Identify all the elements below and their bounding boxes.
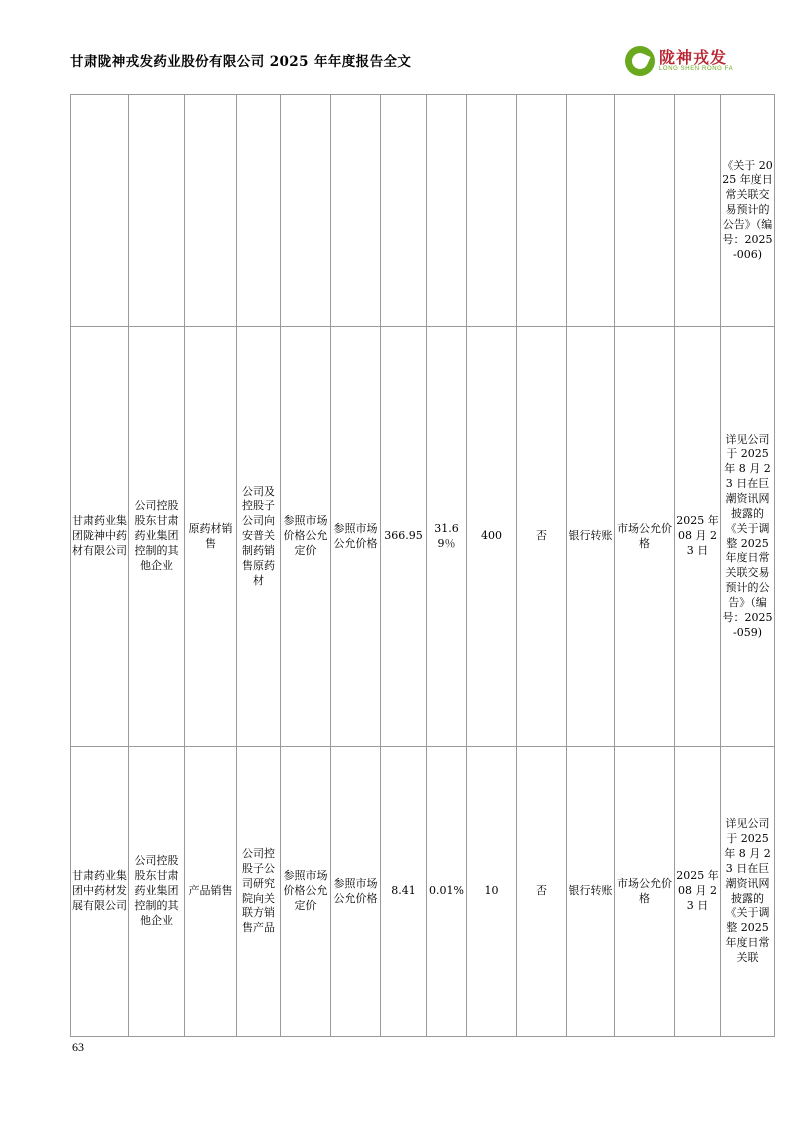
cell-ratio <box>427 95 467 327</box>
report-title: 甘肃陇神戎发药业股份有限公司 2025 年年度报告全文 <box>70 54 412 70</box>
cell-disclosure-index: 《关于 2025 年度日常关联交易预计的公告》（编号：2025-006) <box>721 95 775 327</box>
cell-type <box>185 95 237 327</box>
cell-amount: 366.95 <box>381 327 427 747</box>
cell-date <box>675 95 721 327</box>
cell-disclosure-index: 详见公司于 2025 年 8 月 23 日在巨潮资讯网披露的《关于调整 2025 年度日常关联交易预计的公告》（编号：2025-059) <box>721 327 775 747</box>
table-row <box>71 95 775 327</box>
cell-party: 甘肃药业集团中药材发展有限公司 <box>71 747 129 1037</box>
cell-party <box>71 95 129 327</box>
cell-market-price: 市场公允价格 <box>615 327 675 747</box>
cell-limit <box>467 95 517 327</box>
table-row <box>71 747 775 1037</box>
cell-amount <box>381 95 427 327</box>
related-party-transactions-table <box>70 94 775 1037</box>
company-logo <box>623 42 745 82</box>
cell-content: 公司及控股子公司向安普关制药销售原药材 <box>237 327 281 747</box>
cell-pricing-principle: 参照市场价格公允定价 <box>281 327 331 747</box>
leaf-icon <box>625 46 655 76</box>
cell-date: 2025 年 08 月 23 日 <box>675 747 721 1037</box>
cell-ratio: 31.69％ <box>427 327 467 747</box>
cell-exceed <box>517 95 567 327</box>
cell-type: 原药材销售 <box>185 327 237 747</box>
page-header <box>0 42 793 88</box>
cell-market-price: 市场公允价格 <box>615 747 675 1037</box>
cell-relation: 公司控股股东甘肃药业集团控制的其他企业 <box>129 327 185 747</box>
cell-relation <box>129 95 185 327</box>
table-row <box>71 327 775 747</box>
cell-exceed: 否 <box>517 327 567 747</box>
cell-disclosure-index: 详见公司于 2025 年 8 月 23 日在巨潮资讯网披露的《关于调整 2025 年度日常关联 <box>721 747 775 1037</box>
logo-chinese-name: 陇神戎发 <box>659 48 728 67</box>
cell-amount: 8.41 <box>381 747 427 1037</box>
cell-pricing-principle: 参照市场价格公允定价 <box>281 747 331 1037</box>
cell-type: 产品销售 <box>185 747 237 1037</box>
logo-pinyin: LONG SHEN RONG FA <box>659 66 734 72</box>
cell-relation: 公司控股股东甘肃药业集团控制的其他企业 <box>129 747 185 1037</box>
cell-settlement <box>567 95 615 327</box>
cell-price: 参照市场公允价格 <box>331 747 381 1037</box>
cell-limit: 10 <box>467 747 517 1037</box>
cell-date: 2025 年 08 月 23 日 <box>675 327 721 747</box>
cell-price: 参照市场公允价格 <box>331 327 381 747</box>
cell-content <box>237 95 281 327</box>
page-number: 63 <box>72 1040 84 1054</box>
cell-ratio: 0.01% <box>427 747 467 1037</box>
cell-settlement: 银行转账 <box>567 747 615 1037</box>
cell-exceed: 否 <box>517 747 567 1037</box>
cell-market-price <box>615 95 675 327</box>
cell-party: 甘肃药业集团陇神中药材有限公司 <box>71 327 129 747</box>
cell-pricing-principle <box>281 95 331 327</box>
cell-settlement: 银行转账 <box>567 327 615 747</box>
cell-limit: 400 <box>467 327 517 747</box>
cell-content: 公司控股子公司研究院向关联方销售产品 <box>237 747 281 1037</box>
cell-price <box>331 95 381 327</box>
